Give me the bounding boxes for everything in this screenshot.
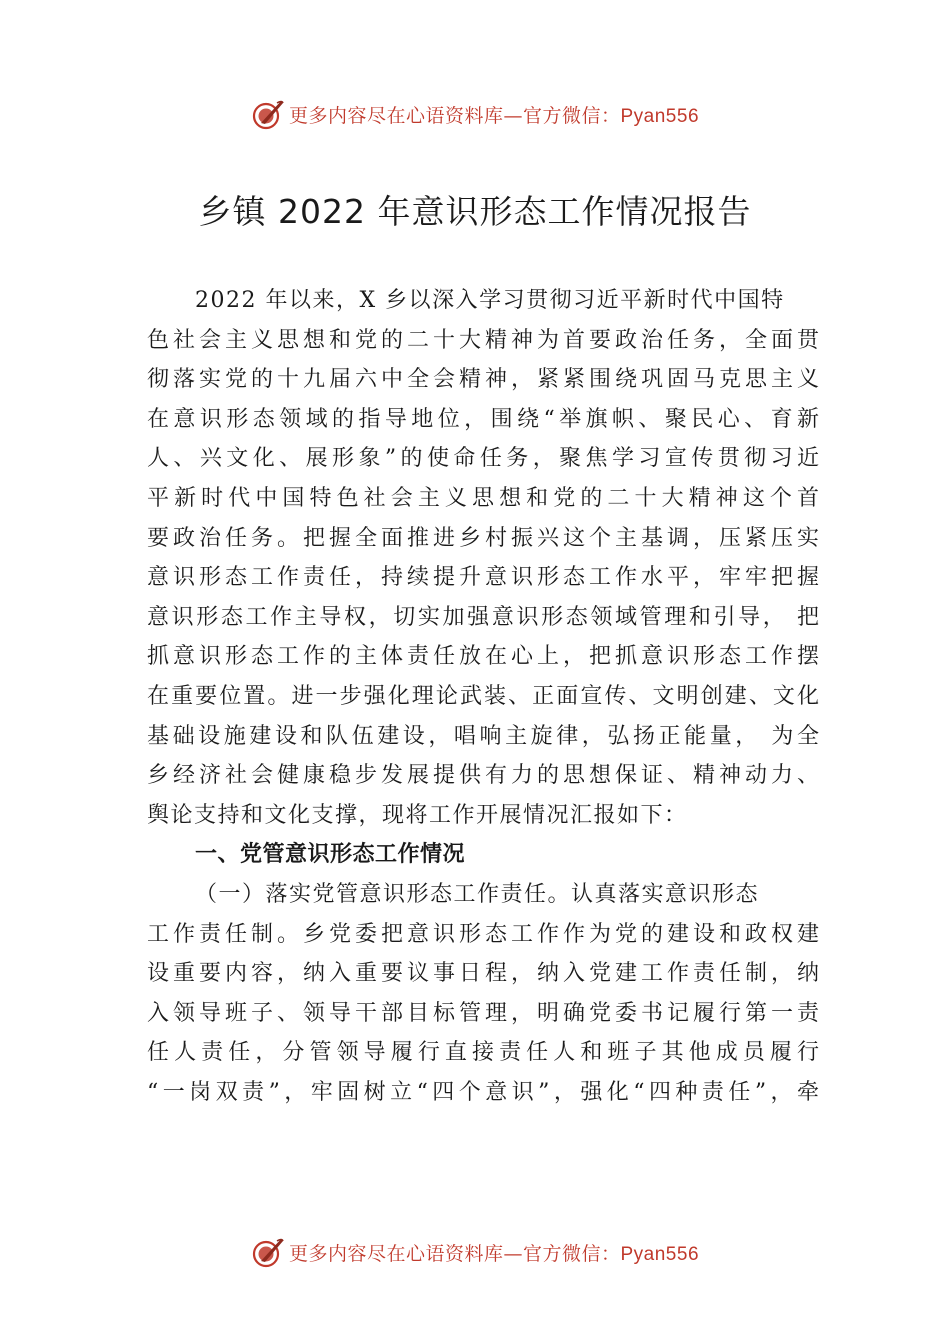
body-line: 彻落实党的十九届六中全会精神，紧紧围绕巩固马克思主义	[147, 367, 819, 393]
body-line: （一）落实党管意识形态工作责任。认真落实意识形态	[195, 881, 760, 907]
body-line: “一岗双责”，牢固树立“四个意识”，强化“四种责任”，牵	[147, 1079, 819, 1105]
body-line: 基础设施建设和队伍建设，唱响主旋律，弘扬正能量， 为全	[147, 723, 819, 749]
body-line: 色社会主义思想和党的二十大精神为首要政治任务，全面贯	[147, 327, 819, 353]
body-line: 要政治任务。把握全面推进乡村振兴这个主基调，压紧压实	[147, 525, 819, 551]
body-line: 在意识形态领域的指导地位，围绕“举旗帜、聚民心、育新	[147, 406, 819, 432]
body-line: 工作责任制。乡党委把意识形态工作作为党的建设和政权建	[147, 921, 819, 947]
body-line: 在重要位置。进一步强化理论武装、正面宣传、文明创建、文化	[147, 683, 819, 709]
body-line: 抓意识形态工作的主体责任放在心上，把抓意识形态工作摆	[147, 644, 819, 670]
document-title: 乡镇 2022 年意识形态工作情况报告	[198, 192, 752, 231]
quill-logo-icon	[251, 97, 285, 131]
body-line: 入领导班子、领导干部目标管理，明确党委书记履行第一责	[147, 1000, 819, 1026]
body-line: 意识形态工作主导权，切实加强意识形态领域管理和引导， 把	[147, 604, 819, 630]
watermark-bottom	[0, 1232, 950, 1272]
body-line: 舆论支持和文化支撑，现将工作开展情况汇报如下：	[147, 802, 688, 828]
body-line: 2022 年以来，X 乡以深入学习贯彻习近平新时代中国特	[195, 288, 785, 313]
body-line: 意识形态工作责任，持续提升意识形态工作水平，牢牢把握	[147, 565, 819, 591]
body-line: 平新时代中国特色社会主义思想和党的二十大精神这个首	[147, 485, 819, 511]
section-heading: 一、党管意识形态工作情况	[195, 842, 466, 868]
body-line: 人、兴文化、展形象”的使命任务，聚焦学习宣传贯彻习近	[147, 446, 819, 472]
body-line: 乡经济社会健康稳步发展提供有力的思想保证、精神动力、	[147, 763, 819, 789]
watermark-top	[0, 94, 950, 134]
quill-logo-icon	[251, 1235, 285, 1269]
document-body	[147, 281, 819, 1112]
body-line: 任人责任，分管领导履行直接责任人和班子其他成员履行	[147, 1040, 819, 1066]
body-line: 设重要内容，纳入重要议事日程，纳入党建工作责任制，纳	[147, 961, 819, 987]
watermark-text: 更多内容尽在心语资料库—官方微信：Pyan556	[288, 1242, 700, 1265]
watermark-text: 更多内容尽在心语资料库—官方微信：Pyan556	[288, 104, 700, 127]
